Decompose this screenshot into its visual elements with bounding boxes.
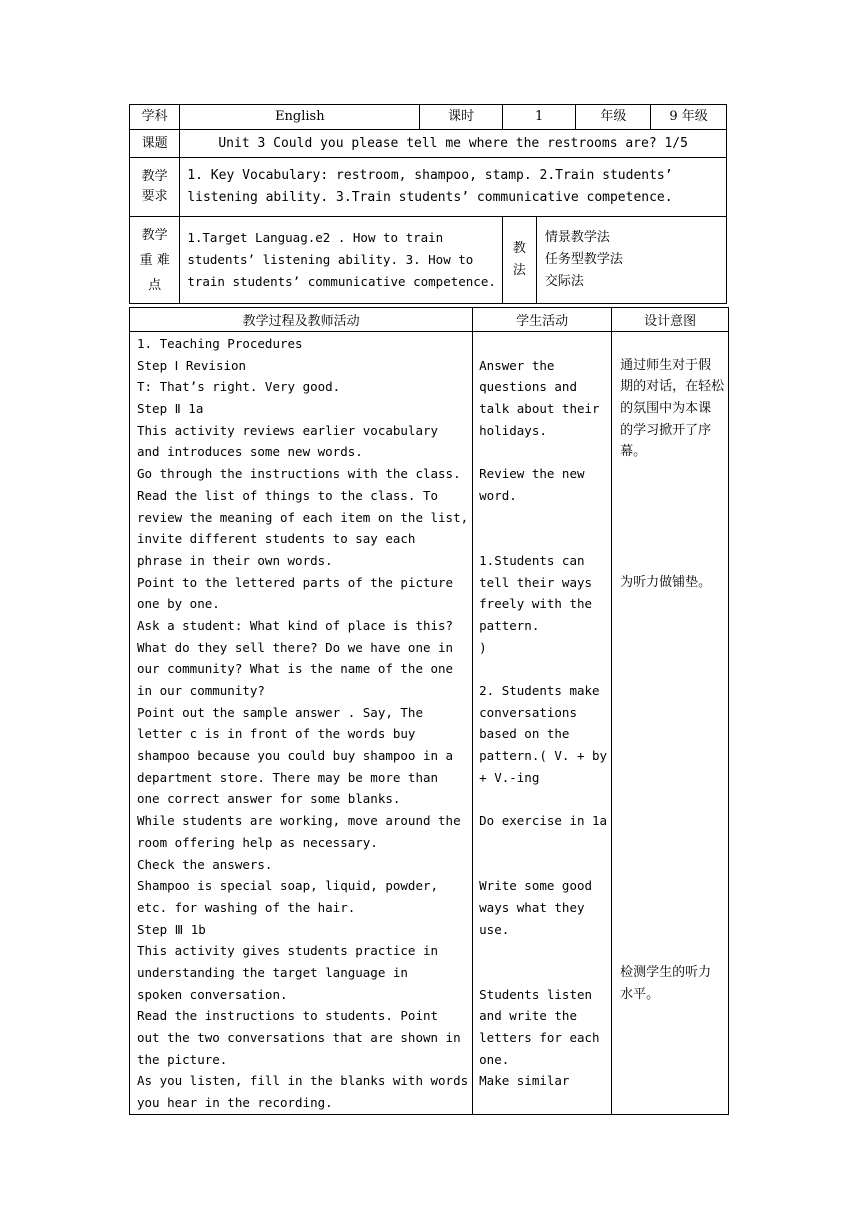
teacher-line: review the meaning of each item on the list,: [137, 509, 469, 525]
design-line: 为听力做铺垫。: [620, 574, 712, 590]
requirements-line: listening ability. 3.Train students’ communicative competence.: [187, 190, 673, 205]
grade-label: 年级: [576, 105, 651, 130]
teacher-line: etc. for washing of the hair.: [137, 899, 356, 915]
topic-label: 课题: [130, 130, 180, 158]
teacher-line: phrase in their own words.: [137, 552, 333, 568]
requirements-label: [130, 158, 180, 217]
teacher-line: Go through the instructions with the class.: [137, 466, 461, 482]
difficulty-text: [180, 217, 503, 304]
method-label-line: 教: [512, 241, 526, 256]
student-line: word.: [479, 487, 517, 503]
teacher-line: department store. There may be more than: [137, 769, 439, 785]
teacher-line: letter c is in front of the words buy: [137, 726, 416, 742]
design-line: 幕。: [620, 444, 647, 460]
difficulty-line: students’ listening ability. 3. How to: [187, 252, 474, 267]
teacher-line: Point to the lettered parts of the picture: [137, 574, 454, 590]
requirements-text: [180, 158, 727, 217]
student-line: freely with the: [479, 596, 593, 612]
teacher-line: shampoo because you could buy shampoo in a: [137, 748, 454, 764]
teacher-line: room offering help as necessary.: [137, 834, 378, 850]
student-line: Do exercise in 1a: [479, 813, 608, 829]
student-line: Students listen: [479, 986, 593, 1002]
student-activities: [473, 332, 612, 1115]
teacher-line: Point out the sample answer . Say, The: [137, 704, 423, 720]
difficulty-line: 1.Target Languag.e2 . How to train: [187, 230, 444, 245]
difficulty-line: train students’ communicative competence.: [187, 274, 496, 289]
student-line: ways what they: [479, 899, 585, 915]
student-line: ): [479, 639, 487, 655]
design-line: 水平。: [620, 986, 660, 1002]
student-line: Make similar: [479, 1073, 570, 1089]
student-line: Write some good: [479, 878, 593, 894]
student-line: Review the new: [479, 466, 585, 482]
teacher-line: the picture.: [137, 1051, 228, 1067]
method-item: 情景教学法: [544, 230, 610, 245]
student-line: letters for each: [479, 1030, 600, 1046]
teacher-line: Shampoo is special soap, liquid, powder,: [137, 878, 439, 894]
teacher-line: Step Ⅲ 1b: [137, 921, 206, 937]
teacher-line: This activity gives students practice in: [137, 943, 439, 959]
design-line: 检测学生的听力: [620, 965, 712, 981]
teacher-line: in our community?: [137, 683, 265, 698]
student-line: based on the: [479, 726, 570, 742]
requirements-label-line: 教学: [141, 169, 168, 184]
process-table: [129, 307, 729, 1115]
student-line: holidays.: [479, 422, 547, 438]
student-line: questions and: [479, 379, 577, 395]
teacher-line: spoken conversation.: [137, 986, 288, 1002]
period-label: 课时: [420, 105, 503, 130]
difficulty-label-line: 点: [148, 277, 162, 293]
teacher-line: one by one.: [137, 596, 220, 612]
student-line: use.: [479, 921, 510, 937]
difficulty-label-line: 重 难: [139, 252, 170, 268]
method-cell: [502, 217, 726, 304]
teacher-line: Step Ⅰ Revision: [137, 357, 247, 373]
design-line: 的氛围中为本课: [620, 401, 712, 417]
design-line: 通过师生对于假: [620, 357, 712, 373]
student-line: 1.Students can: [479, 552, 585, 568]
design-line: 期的对话，在轻松: [620, 379, 725, 395]
student-line: one.: [479, 1051, 510, 1067]
method-item: 交际法: [544, 274, 584, 289]
teacher-line: This activity reviews earlier vocabulary: [137, 422, 439, 438]
student-line: talk about their: [479, 401, 600, 417]
teacher-line: one correct answer for some blanks.: [137, 791, 401, 807]
teacher-line: 1. Teaching Procedures: [137, 336, 303, 351]
col-student-header: 学生活动: [473, 308, 612, 332]
topic-value: Unit 3 Could you please tell me where the restrooms are? 1/5: [180, 130, 727, 158]
teacher-line: out the two conversations that are shown in: [137, 1030, 461, 1045]
student-line: 2. Students make: [479, 683, 600, 699]
student-line: and write the: [479, 1008, 577, 1024]
design-intent: [612, 332, 729, 1115]
teacher-line: understanding the target language in: [137, 964, 408, 980]
teacher-line: T: That’s right. Very good.: [137, 379, 341, 395]
teacher-line: What do they sell there? Do we have one in: [137, 639, 454, 655]
teacher-line: our community? What is the name of the one: [137, 661, 454, 677]
student-line: tell their ways: [479, 574, 593, 590]
teacher-line: Step Ⅱ 1a: [137, 401, 204, 417]
difficulty-label-line: 教学: [141, 227, 168, 243]
subject-value: English: [180, 105, 420, 130]
requirements-label-line: 要求: [141, 189, 168, 204]
method-label-line: 法: [512, 263, 526, 278]
teacher-activities: [130, 332, 473, 1115]
teacher-line: Ask a student: What kind of place is this?: [137, 617, 454, 633]
col-teacher-header: 教学过程及教师活动: [130, 308, 473, 332]
teacher-line: Read the list of things to the class. To: [137, 487, 439, 503]
student-line: pattern.: [479, 617, 540, 633]
teacher-line: you hear in the recording.: [137, 1095, 333, 1111]
method-list: [537, 217, 623, 303]
period-value: 1: [502, 105, 576, 130]
student-line: conversations: [479, 704, 577, 720]
student-line: + V.-ing: [479, 769, 540, 785]
design-line: 的学习掀开了序: [620, 422, 712, 438]
method-item: 任务型教学法: [544, 252, 623, 267]
teacher-line: invite different students to say each: [137, 531, 416, 547]
difficulty-label: [130, 217, 180, 304]
student-line: pattern.( V. + by: [479, 748, 608, 764]
method-label: [503, 217, 537, 303]
student-line: Answer the: [479, 357, 555, 373]
requirements-line: 1. Key Vocabulary: restroom, shampoo, stamp. 2.Train students’: [187, 168, 673, 184]
teacher-line: As you listen, fill in the blanks with words: [137, 1073, 469, 1089]
teacher-line: Check the answers.: [137, 856, 273, 872]
header-table: [129, 104, 727, 304]
grade-value: 9 年级: [651, 105, 727, 130]
col-design-header: 设计意图: [612, 308, 729, 332]
teacher-line: and introduces some new words.: [137, 444, 363, 460]
teacher-line: While students are working, move around the: [137, 813, 461, 829]
subject-label: 学科: [130, 105, 180, 130]
teacher-line: Read the instructions to students. Point: [137, 1008, 439, 1024]
